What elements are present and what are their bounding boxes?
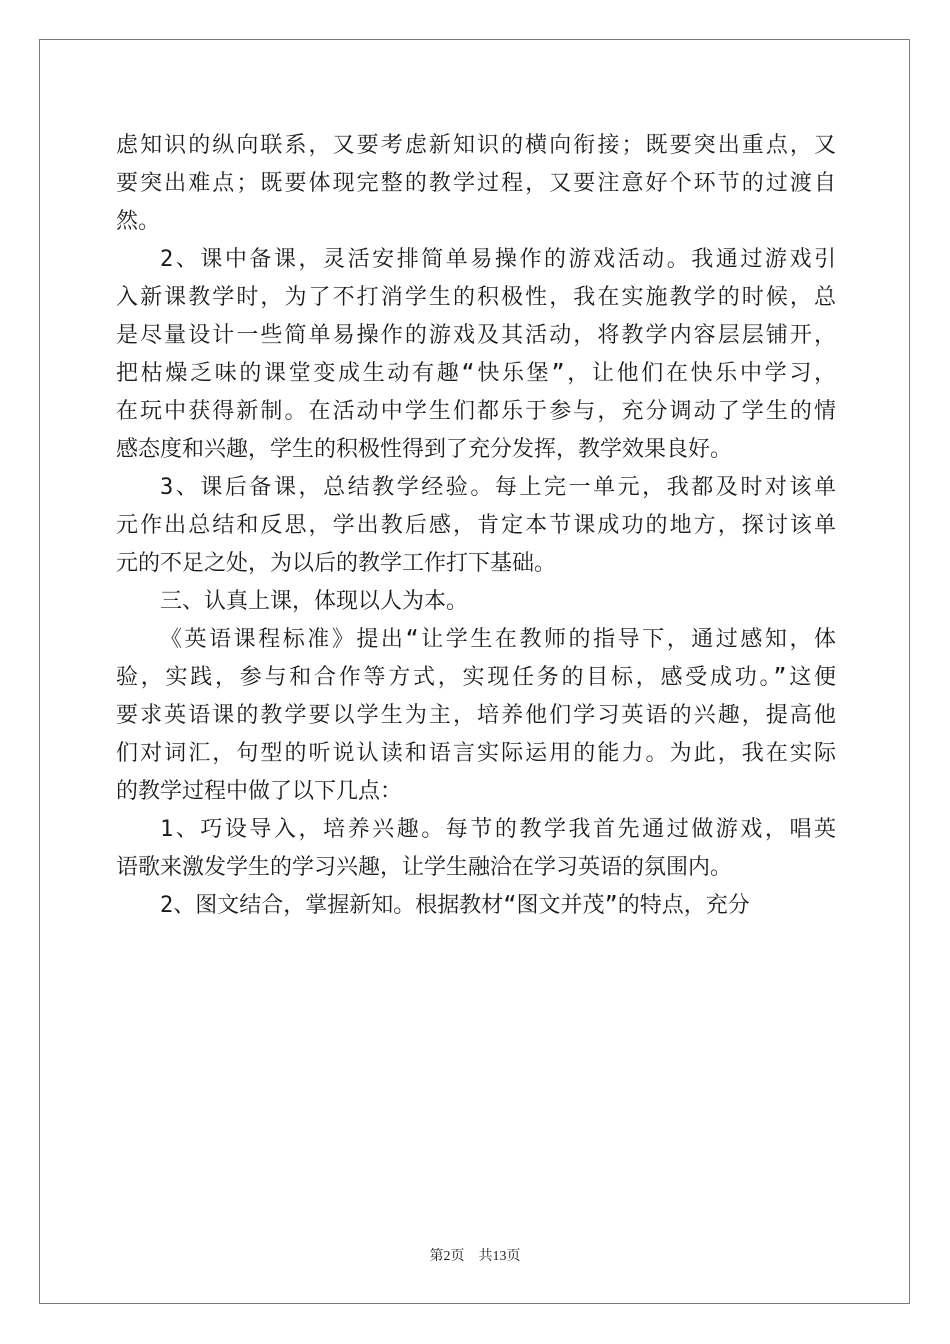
page-number: 第2页	[429, 1249, 465, 1264]
page-footer	[0, 1245, 950, 1265]
text-line: 入新课教学时，为了不打消学生的积极性，我在实施教学的时候，总	[116, 285, 836, 310]
paragraph	[116, 811, 836, 887]
text-line: 然。	[116, 209, 161, 234]
text-line: 在玩中获得新制。在活动中学生们都乐于参与，充分调动了学生的情	[116, 399, 836, 424]
text-line: 要求英语课的教学要以学生为主，培养他们学习英语的兴趣，提高他	[116, 703, 836, 728]
text-line: 《英语课程标准》提出“让学生在教师的指导下，通过感知，体	[160, 627, 836, 652]
text-line: 感态度和兴趣，学生的积极性得到了充分发挥，教学效果良好。	[116, 437, 733, 462]
text-line: 2、课中备课，灵活安排简单易操作的游戏活动。我通过游戏引	[160, 247, 836, 272]
paragraph	[116, 127, 836, 241]
text-line: 把枯燥乏味的课堂变成生动有趣“快乐堡”，让他们在快乐中学习，	[116, 361, 836, 386]
text-line: 是尽量设计一些简单易操作的游戏及其活动，将教学内容层层铺开，	[116, 323, 836, 348]
text-line: 的教学过程中做了以下几点：	[116, 779, 403, 804]
text-line: 语歌来激发学生的学习兴趣，让学生融洽在学习英语的氛围内。	[116, 855, 733, 880]
document-body	[116, 127, 836, 925]
text-line: 三、认真上课，体现以人为本。	[160, 589, 469, 614]
text-line: 元的不足之处，为以后的教学工作打下基础。	[116, 551, 557, 576]
text-line: 1、巧设导入，培养兴趣。每节的教学我首先通过做游戏，唱英	[160, 817, 836, 842]
paragraph	[116, 583, 836, 621]
text-line: 3、课后备课，总结教学经验。每上完一单元，我都及时对该单	[160, 475, 836, 500]
paragraph	[116, 469, 836, 583]
page-total: 共13页	[478, 1249, 521, 1264]
paragraph	[116, 241, 836, 469]
paragraph	[116, 887, 836, 925]
text-line: 虑知识的纵向联系，又要考虑新知识的横向衔接；既要突出重点，又	[116, 133, 836, 158]
text-line: 验，实践，参与和合作等方式，实现任务的目标，感受成功。”这便	[116, 665, 836, 690]
text-line: 要突出难点；既要体现完整的教学过程，又要注意好个环节的过渡自	[116, 171, 836, 196]
text-line: 2、图文结合，掌握新知。根据教材“图文并茂”的特点，充分	[160, 893, 750, 918]
paragraph	[116, 621, 836, 811]
text-line: 元作出总结和反思，学出教后感，肯定本节课成功的地方，探讨该单	[116, 513, 836, 538]
text-line: 们对词汇，句型的听说认读和语言实际运用的能力。为此，我在实际	[116, 741, 836, 766]
